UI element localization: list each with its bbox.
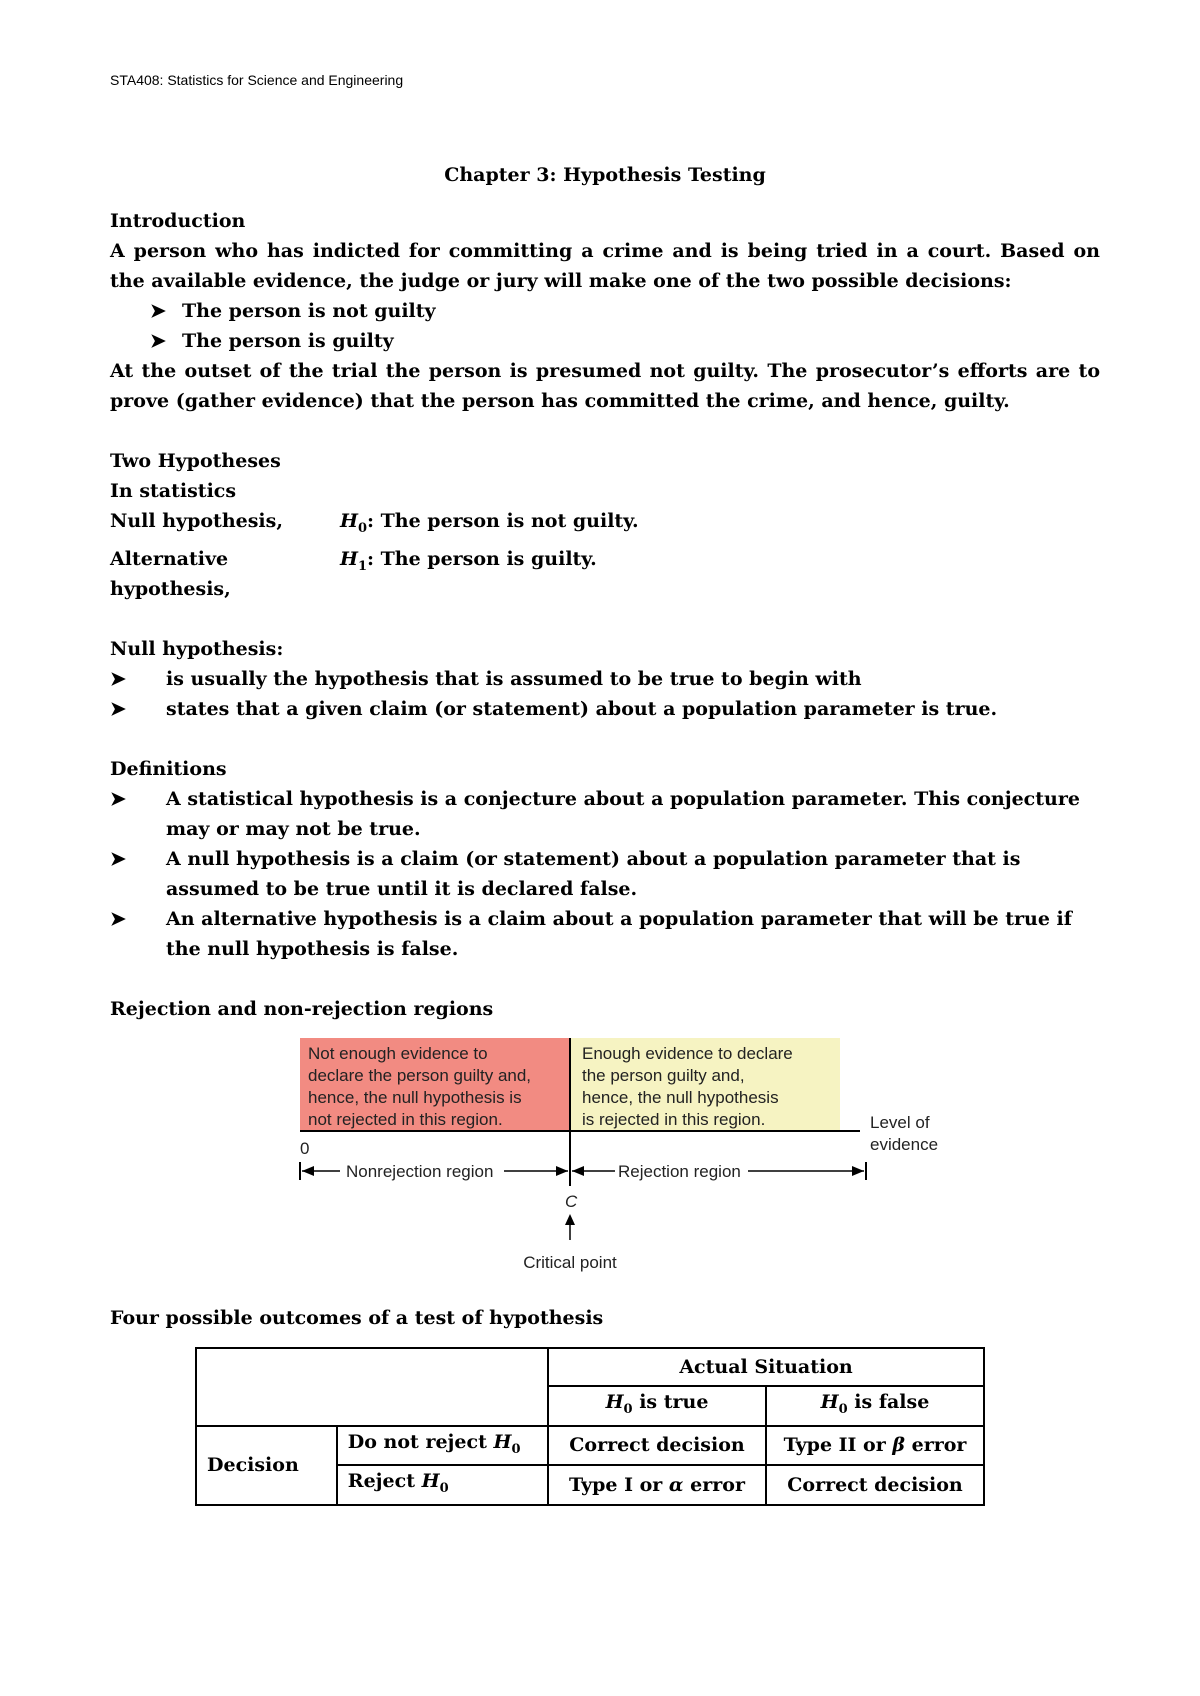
arrowhead-icon xyxy=(852,1166,864,1176)
arrow-bullet-icon: ➤ xyxy=(110,697,126,720)
regions-heading: Rejection and non-rejection regions xyxy=(110,997,494,1020)
reject-cell: Reject $H_0$ xyxy=(337,1465,548,1505)
regions-diagram xyxy=(110,1028,1100,1303)
box-text-line: is rejected in this region. xyxy=(582,1109,766,1129)
in-statistics: In statistics xyxy=(110,480,237,502)
actual-situation-header: Actual Situation xyxy=(548,1348,984,1386)
h0-true-header: $H_0$ is true xyxy=(548,1386,766,1426)
two-hypotheses-heading: Two Hypotheses xyxy=(110,450,281,472)
null-hypothesis-row: Null hypothesis, $H_0$: The person is not guilty. xyxy=(110,510,639,536)
correct-decision-cell: Correct decision xyxy=(548,1426,766,1466)
arrow-up-icon xyxy=(565,1214,575,1225)
arrowhead-icon xyxy=(556,1166,568,1176)
critical-value-c: C xyxy=(565,1191,578,1211)
empty-cell xyxy=(196,1348,548,1426)
arrow-bullet-icon: ➤ xyxy=(110,787,126,810)
intro-heading: Introduction xyxy=(110,210,246,232)
box-text-line: declare the person guilty and, xyxy=(308,1065,532,1085)
null-hypothesis-heading: Null hypothesis: xyxy=(110,637,284,660)
arrow-bullet-icon: ➤ xyxy=(110,847,126,870)
list-item: ➤ is usually the hypothesis that is assumed to be true to begin with xyxy=(110,664,1100,694)
list-item: ➤ A statistical hypothesis is a conjecture about a population parameter. This conjecture may or may not be true. xyxy=(110,784,1100,844)
box-text-line: hence, the null hypothesis xyxy=(582,1087,779,1107)
chapter-title: Chapter 3: Hypothesis Testing xyxy=(444,164,766,186)
list-item: ➤ The person is guilty xyxy=(110,326,1100,356)
page-header: STA408: Statistics for Science and Engineering xyxy=(110,72,404,88)
box-text-line: the person guilty and, xyxy=(582,1065,745,1085)
box-text-line: Enough evidence to declare xyxy=(582,1043,793,1063)
correct-decision-cell: Correct decision xyxy=(766,1465,984,1505)
level-of-evidence-label: Level of xyxy=(870,1112,930,1132)
critical-point-label: Critical point xyxy=(523,1252,617,1272)
nonrejection-label: Nonrejection region xyxy=(346,1161,494,1181)
list-item: ➤ The person is not guilty xyxy=(110,296,1100,326)
definitions-bullets xyxy=(110,784,1100,964)
decision-label: Decision xyxy=(196,1426,337,1506)
definitions-heading: Definitions xyxy=(110,757,227,780)
rejection-label: Rejection region xyxy=(618,1161,741,1181)
do-not-reject-cell: Do not reject $H_0$ xyxy=(337,1426,548,1466)
box-text-line: hence, the null hypothesis is xyxy=(308,1087,522,1107)
outcomes-table xyxy=(195,1347,985,1506)
level-of-evidence-label: evidence xyxy=(870,1134,939,1154)
outcomes-heading: Four possible outcomes of a test of hypothesis xyxy=(110,1306,604,1329)
box-text-line: Not enough evidence to xyxy=(308,1043,488,1063)
intro-bullets xyxy=(110,296,1100,356)
zero-label: 0 xyxy=(300,1138,310,1158)
arrowhead-icon xyxy=(302,1166,314,1176)
type-i-error-cell: Type I or α error xyxy=(548,1465,766,1505)
list-item: ➤ A null hypothesis is a claim (or statement) about a population parameter that is assumed to be true until it is declared false. xyxy=(110,844,1100,904)
arrowhead-icon xyxy=(572,1166,584,1176)
arrow-bullet-icon: ➤ xyxy=(150,330,166,352)
alternative-hypothesis-row: Alternative hypothesis, $H_1$: The person is guilty. xyxy=(110,547,597,600)
list-item: ➤ An alternative hypothesis is a claim about a population parameter that will be true if the null hypothesis is false. xyxy=(110,904,1100,964)
null-hypothesis-bullets xyxy=(110,664,1100,724)
h0-false-header: $H_0$ is false xyxy=(766,1386,984,1426)
intro-paragraph-2: At the outset of the trial the person is presumed not guilty. The prosecutor’s efforts are to prove (gather evidence) that the person has committed the crime, and hence, guilty. xyxy=(110,360,1100,412)
document-body xyxy=(110,160,1100,1506)
arrow-bullet-icon: ➤ xyxy=(150,300,166,322)
intro-paragraph: A person who has indicted for committing a crime and is being tried in a court. Based on the available evidence, the judge or jury will make one of the two possible decisions: xyxy=(110,240,1100,292)
arrow-bullet-icon: ➤ xyxy=(110,667,126,690)
arrow-bullet-icon: ➤ xyxy=(110,907,126,930)
box-text-line: not rejected in this region. xyxy=(308,1109,503,1129)
list-item: ➤ states that a given claim (or statement) about a population parameter is true. xyxy=(110,694,1100,724)
type-ii-error-cell: Type II or β error xyxy=(766,1426,984,1466)
